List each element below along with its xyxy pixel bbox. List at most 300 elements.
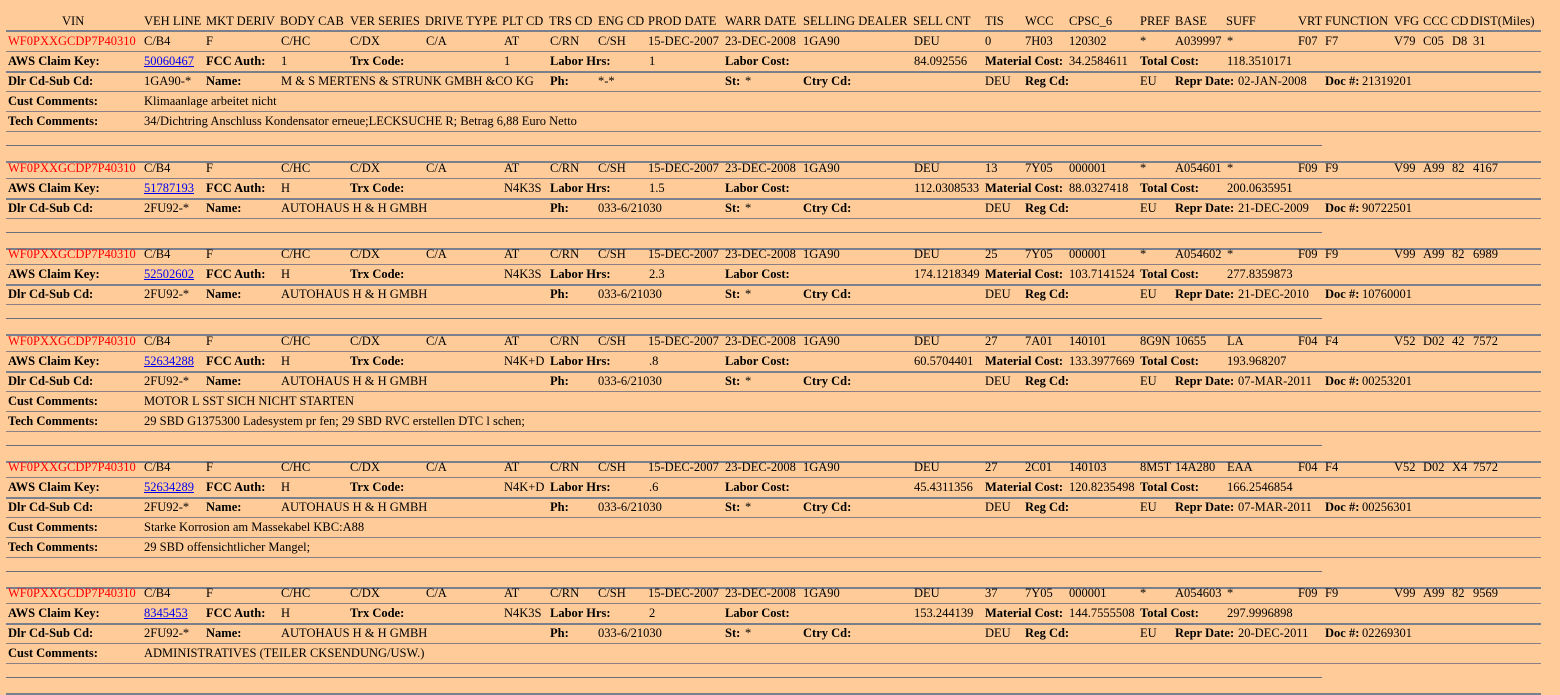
- state-value: *: [745, 74, 752, 88]
- fcc-auth-label: FCC Auth:: [206, 54, 266, 68]
- tech-comments-value: 34/Dichtring Anschluss Kondensator erneue;LECKSUCHE R; Betrag 6,88 Euro Netto: [144, 114, 577, 128]
- fcc-auth-label: FCC Auth:: [206, 354, 266, 368]
- dealer-row: [0, 623, 1560, 643]
- aws-claim-key-label: AWS Claim Key:: [8, 606, 100, 620]
- trx-code-value: N4K3S: [504, 267, 542, 281]
- trx-code-label: Trx Code:: [350, 606, 405, 620]
- ctry-cd-label: Ctry Cd:: [803, 74, 852, 88]
- dealer-name-value: AUTOHAUS H & H GMBH: [281, 626, 428, 640]
- aws-claim-key-link[interactable]: 52634289: [144, 480, 194, 494]
- ccc-cell: D02: [1423, 460, 1445, 474]
- cpsc-cell: 140101: [1069, 334, 1107, 348]
- reg-cd-label: Reg Cd:: [1025, 626, 1070, 640]
- country-value: DEU: [985, 74, 1011, 88]
- labor-hrs-value: 1: [649, 54, 656, 68]
- labor-hrs-label: Labor Hrs:: [550, 267, 611, 281]
- phone-value: 033-6/21030: [598, 374, 662, 388]
- trx-code-label: Trx Code:: [350, 54, 405, 68]
- selling-dealer-cell: 1GA90: [803, 161, 840, 175]
- dlr-cd-value: 2FU92-*: [144, 374, 190, 388]
- pref-cell: *: [1140, 34, 1147, 48]
- prod-date-cell: 15-DEC-2007: [648, 586, 719, 600]
- material-cost-label: Material Cost:: [985, 54, 1064, 68]
- aws-claim-key-label: AWS Claim Key:: [8, 54, 100, 68]
- reg-cd-label: Reg Cd:: [1025, 500, 1070, 514]
- column-header-cpsc-6: CPSC_6: [1069, 14, 1113, 28]
- total-cost-value: 297.9996898: [1227, 606, 1293, 620]
- mkt-deriv-cell: F: [206, 586, 213, 600]
- plt-cd-cell: AT: [504, 334, 520, 348]
- tech-comments-label: Tech Comments:: [8, 114, 99, 128]
- body-cab-cell: C/HC: [281, 247, 311, 261]
- row-divider: [6, 663, 1541, 664]
- phone-value: 033-6/21030: [598, 287, 662, 301]
- body-cab-cell: C/HC: [281, 161, 311, 175]
- country-value: DEU: [985, 287, 1011, 301]
- trx-code-value: 1: [504, 54, 511, 68]
- selling-dealer-cell: 1GA90: [803, 460, 840, 474]
- repr-date-value: 21-DEC-2009: [1238, 201, 1309, 215]
- repr-date-label: Repr Date:: [1175, 374, 1235, 388]
- ccc-cell: C05: [1423, 34, 1444, 48]
- labor-cost-value: 60.5704401: [914, 354, 974, 368]
- labor-cost-label: Labor Cost:: [725, 267, 790, 281]
- total-cost-value: 166.2546854: [1227, 480, 1293, 494]
- material-cost-label: Material Cost:: [985, 480, 1064, 494]
- doc-no-label: Doc #:: [1325, 374, 1360, 388]
- plt-cd-cell: AT: [504, 586, 520, 600]
- aws-claim-key-link[interactable]: 50060467: [144, 54, 194, 68]
- repr-date-value: 07-MAR-2011: [1238, 500, 1312, 514]
- row-divider: [6, 218, 1541, 219]
- base-cell: 14A280: [1175, 460, 1216, 474]
- tis-cell: 25: [985, 247, 998, 261]
- ccc-cell: D02: [1423, 334, 1445, 348]
- dlr-cd-label: Dlr Cd-Sub Cd:: [8, 500, 94, 514]
- aws-claim-key-link[interactable]: 51787193: [144, 181, 194, 195]
- dealer-name-value: M & S MERTENS & STRUNK GMBH &CO KG: [281, 74, 534, 88]
- country-value: DEU: [985, 626, 1011, 640]
- tech-comments-value: 29 SBD G1375300 Ladesystem pr fen; 29 SBD RVC erstellen DTC l schen;: [144, 414, 525, 428]
- trx-code-label: Trx Code:: [350, 480, 405, 494]
- aws-claim-key-label: AWS Claim Key:: [8, 267, 100, 281]
- vin-cell: WF0PXXGCDP7P40310: [8, 34, 136, 48]
- prod-date-cell: 15-DEC-2007: [648, 247, 719, 261]
- trs-cd-cell: C/RN: [550, 161, 580, 175]
- vin-cell: WF0PXXGCDP7P40310: [8, 334, 136, 348]
- fcc-auth-label: FCC Auth:: [206, 480, 266, 494]
- vrt-cell: F09: [1298, 247, 1318, 261]
- aws-claim-key-link[interactable]: 52634288: [144, 354, 194, 368]
- state-label: St:: [725, 500, 741, 514]
- total-cost-label: Total Cost:: [1140, 54, 1199, 68]
- suff-cell: *: [1227, 586, 1234, 600]
- dlr-cd-value: 2FU92-*: [144, 500, 190, 514]
- warr-date-cell: 23-DEC-2008: [725, 460, 796, 474]
- dlr-cd-label: Dlr Cd-Sub Cd:: [8, 74, 94, 88]
- pref-cell: 8M5T: [1140, 460, 1172, 474]
- ctry-cd-label: Ctry Cd:: [803, 626, 852, 640]
- function-cell: F7: [1325, 34, 1339, 48]
- function-cell: F9: [1325, 247, 1339, 261]
- claim-cost-row: [0, 351, 1560, 371]
- cust-comments-row: [0, 391, 1560, 411]
- labor-cost-value: 174.1218349: [914, 267, 980, 281]
- dealer-name-label: Name:: [206, 201, 242, 215]
- fcc-auth-value: H: [281, 606, 291, 620]
- column-header-prod-date: PROD DATE: [648, 14, 717, 28]
- cust-comments-label: Cust Comments:: [8, 520, 98, 534]
- mkt-deriv-cell: F: [206, 247, 213, 261]
- trs-cd-cell: C/RN: [550, 34, 580, 48]
- claim-main-row: [0, 31, 1560, 51]
- base-cell: A054603: [1175, 586, 1222, 600]
- repr-date-label: Repr Date:: [1175, 626, 1235, 640]
- column-header-eng-cd: ENG CD: [598, 14, 645, 28]
- labor-hrs-label: Labor Hrs:: [550, 354, 611, 368]
- prod-date-cell: 15-DEC-2007: [648, 161, 719, 175]
- phone-label: Ph:: [550, 287, 569, 301]
- fcc-auth-value: H: [281, 480, 291, 494]
- material-cost-label: Material Cost:: [985, 181, 1064, 195]
- labor-cost-label: Labor Cost:: [725, 54, 790, 68]
- vin-cell: WF0PXXGCDP7P40310: [8, 161, 136, 175]
- sell-cnt-cell: DEU: [914, 334, 940, 348]
- material-cost-value: 103.7141524: [1069, 267, 1135, 281]
- cd-cell: 82: [1452, 586, 1465, 600]
- aws-claim-key-label: AWS Claim Key:: [8, 354, 100, 368]
- dist-cell: 6989: [1473, 247, 1498, 261]
- material-cost-value: 120.8235498: [1069, 480, 1135, 494]
- row-divider: [6, 131, 1541, 132]
- labor-cost-label: Labor Cost:: [725, 181, 790, 195]
- body-cab-cell: C/HC: [281, 586, 311, 600]
- ver-series-cell: C/DX: [350, 34, 380, 48]
- repr-date-label: Repr Date:: [1175, 74, 1235, 88]
- dealer-name-value: AUTOHAUS H & H GMBH: [281, 201, 428, 215]
- cust-comments-value: ADMINISTRATIVES (TEILER CKSENDUNG/USW.): [144, 646, 425, 660]
- labor-cost-label: Labor Cost:: [725, 354, 790, 368]
- phone-value: 033-6/21030: [598, 500, 662, 514]
- dist-cell: 4167: [1473, 161, 1498, 175]
- labor-hrs-label: Labor Hrs:: [550, 181, 611, 195]
- tech-comments-value: 29 SBD offensichtlicher Mangel;: [144, 540, 311, 554]
- labor-cost-value: 153.244139: [914, 606, 974, 620]
- tis-cell: 27: [985, 334, 998, 348]
- labor-hrs-value: 1.5: [649, 181, 665, 195]
- doc-no-value: 90722501: [1362, 201, 1412, 215]
- selling-dealer-cell: 1GA90: [803, 334, 840, 348]
- claim-cost-row: [0, 264, 1560, 284]
- labor-hrs-value: 2: [649, 606, 656, 620]
- trs-cd-cell: C/RN: [550, 334, 580, 348]
- ver-series-cell: C/DX: [350, 460, 380, 474]
- tech-comments-label: Tech Comments:: [8, 540, 99, 554]
- suff-cell: EAA: [1227, 460, 1253, 474]
- dlr-cd-value: 2FU92-*: [144, 201, 190, 215]
- eng-cd-cell: C/SH: [598, 161, 626, 175]
- cust-comments-row: [0, 91, 1560, 111]
- tis-cell: 0: [985, 34, 992, 48]
- reg-cd-value: EU: [1140, 500, 1157, 514]
- state-value: *: [745, 374, 752, 388]
- trs-cd-cell: C/RN: [550, 247, 580, 261]
- tech-comments-label: Tech Comments:: [8, 414, 99, 428]
- trx-code-value: N4K+D: [504, 354, 545, 368]
- reg-cd-label: Reg Cd:: [1025, 201, 1070, 215]
- drive-type-cell: C/A: [426, 161, 447, 175]
- dlr-cd-label: Dlr Cd-Sub Cd:: [8, 626, 94, 640]
- suff-cell: *: [1227, 161, 1234, 175]
- mkt-deriv-cell: F: [206, 460, 213, 474]
- wcc-cell: 2C01: [1025, 460, 1053, 474]
- labor-hrs-label: Labor Hrs:: [550, 606, 611, 620]
- column-header-body-cab: BODY CAB: [280, 14, 344, 28]
- trx-code-label: Trx Code:: [350, 267, 405, 281]
- mkt-deriv-cell: F: [206, 334, 213, 348]
- dist-cell: 7572: [1473, 460, 1498, 474]
- dlr-cd-value: 2FU92-*: [144, 287, 190, 301]
- vfg-cell: V99: [1394, 161, 1416, 175]
- labor-cost-label: Labor Cost:: [725, 606, 790, 620]
- eng-cd-cell: C/SH: [598, 34, 626, 48]
- trs-cd-cell: C/RN: [550, 460, 580, 474]
- doc-no-value: 00256301: [1362, 500, 1412, 514]
- state-label: St:: [725, 201, 741, 215]
- trx-code-value: N4K+D: [504, 480, 545, 494]
- suff-cell: *: [1227, 247, 1234, 261]
- repr-date-label: Repr Date:: [1175, 201, 1235, 215]
- column-header-wcc: WCC: [1025, 14, 1054, 28]
- dealer-name-value: AUTOHAUS H & H GMBH: [281, 374, 428, 388]
- row-divider: [6, 304, 1541, 305]
- selling-dealer-cell: 1GA90: [803, 586, 840, 600]
- claim-main-row: [0, 331, 1560, 351]
- state-label: St:: [725, 626, 741, 640]
- body-cab-cell: C/HC: [281, 334, 311, 348]
- cust-comments-value: MOTOR L SST SICH NICHT STARTEN: [144, 394, 354, 408]
- column-header-vin: VIN: [62, 14, 85, 28]
- aws-claim-key-label: AWS Claim Key:: [8, 181, 100, 195]
- trx-code-label: Trx Code:: [350, 354, 405, 368]
- reg-cd-value: EU: [1140, 287, 1157, 301]
- row-divider: [6, 431, 1541, 432]
- material-cost-value: 34.2584611: [1069, 54, 1128, 68]
- drive-type-cell: C/A: [426, 247, 447, 261]
- warr-date-cell: 23-DEC-2008: [725, 34, 796, 48]
- claim-cost-row: [0, 178, 1560, 198]
- plt-cd-cell: AT: [504, 161, 520, 175]
- tech-comments-row: [0, 411, 1560, 431]
- veh-line-cell: C/B4: [144, 460, 171, 474]
- dlr-cd-label: Dlr Cd-Sub Cd:: [8, 374, 94, 388]
- eng-cd-cell: C/SH: [598, 247, 626, 261]
- plt-cd-cell: AT: [504, 247, 520, 261]
- column-header-warr-date: WARR DATE: [725, 14, 797, 28]
- record-separator: [6, 145, 1322, 146]
- dlr-cd-label: Dlr Cd-Sub Cd:: [8, 201, 94, 215]
- material-cost-value: 88.0327418: [1069, 181, 1129, 195]
- dealer-name-label: Name:: [206, 287, 242, 301]
- material-cost-label: Material Cost:: [985, 354, 1064, 368]
- record-separator: [6, 318, 1322, 319]
- labor-cost-value: 45.4311356: [914, 480, 973, 494]
- claim-main-row: [0, 158, 1560, 178]
- body-cab-cell: C/HC: [281, 34, 311, 48]
- fcc-auth-label: FCC Auth:: [206, 606, 266, 620]
- fcc-auth-value: H: [281, 267, 291, 281]
- phone-value: 033-6/21030: [598, 201, 662, 215]
- trx-code-label: Trx Code:: [350, 181, 405, 195]
- cust-comments-label: Cust Comments:: [8, 646, 98, 660]
- column-header-dist-miles-: DIST(Miles): [1470, 14, 1535, 28]
- claim-main-row: [0, 244, 1560, 264]
- column-header-vrt: VRT: [1298, 14, 1323, 28]
- dealer-row: [0, 71, 1560, 91]
- eng-cd-cell: C/SH: [598, 334, 626, 348]
- material-cost-value: 144.7555508: [1069, 606, 1135, 620]
- repr-date-value: 21-DEC-2010: [1238, 287, 1309, 301]
- dealer-name-value: AUTOHAUS H & H GMBH: [281, 500, 428, 514]
- labor-hrs-label: Labor Hrs:: [550, 480, 611, 494]
- aws-claim-key-label: AWS Claim Key:: [8, 480, 100, 494]
- pref-cell: 8G9N: [1140, 334, 1171, 348]
- cpsc-cell: 000001: [1069, 586, 1107, 600]
- cd-cell: D8: [1452, 34, 1468, 48]
- wcc-cell: 7Y05: [1025, 586, 1053, 600]
- cpsc-cell: 000001: [1069, 247, 1107, 261]
- suff-cell: LA: [1227, 334, 1244, 348]
- record-separator: [6, 232, 1322, 233]
- vfg-cell: V99: [1394, 247, 1416, 261]
- vrt-cell: F07: [1298, 34, 1318, 48]
- repr-date-label: Repr Date:: [1175, 500, 1235, 514]
- prod-date-cell: 15-DEC-2007: [648, 460, 719, 474]
- trx-code-value: N4K3S: [504, 606, 542, 620]
- labor-cost-value: 84.092556: [914, 54, 968, 68]
- column-header-suff: SUFF: [1226, 14, 1256, 28]
- function-cell: F4: [1325, 460, 1339, 474]
- dealer-name-label: Name:: [206, 374, 242, 388]
- claim-main-row: [0, 457, 1560, 477]
- state-value: *: [745, 201, 752, 215]
- total-cost-value: 118.3510171: [1227, 54, 1293, 68]
- total-cost-label: Total Cost:: [1140, 606, 1199, 620]
- record-separator: [6, 445, 1322, 446]
- warr-date-cell: 23-DEC-2008: [725, 586, 796, 600]
- dist-cell: 31: [1473, 34, 1486, 48]
- wcc-cell: 7Y05: [1025, 161, 1053, 175]
- cd-cell: X4: [1452, 460, 1468, 474]
- sell-cnt-cell: DEU: [914, 586, 940, 600]
- fcc-auth-value: H: [281, 181, 291, 195]
- function-cell: F9: [1325, 586, 1339, 600]
- trx-code-value: N4K3S: [504, 181, 542, 195]
- claim-cost-row: [0, 603, 1560, 623]
- column-header-cd: CD: [1451, 14, 1469, 28]
- cust-comments-row: [0, 517, 1560, 537]
- aws-claim-key-link[interactable]: 52502602: [144, 267, 194, 281]
- selling-dealer-cell: 1GA90: [803, 247, 840, 261]
- column-header-veh-line: VEH LINE: [144, 14, 202, 28]
- veh-line-cell: C/B4: [144, 247, 171, 261]
- repr-date-value: 07-MAR-2011: [1238, 374, 1312, 388]
- vin-cell: WF0PXXGCDP7P40310: [8, 460, 136, 474]
- column-header-base: BASE: [1175, 14, 1207, 28]
- state-value: *: [745, 500, 752, 514]
- material-cost-value: 133.3977669: [1069, 354, 1135, 368]
- phone-label: Ph:: [550, 626, 569, 640]
- sell-cnt-cell: DEU: [914, 161, 940, 175]
- function-cell: F9: [1325, 161, 1339, 175]
- vfg-cell: V52: [1394, 334, 1416, 348]
- phone-label: Ph:: [550, 374, 569, 388]
- fcc-auth-label: FCC Auth:: [206, 181, 266, 195]
- ctry-cd-label: Ctry Cd:: [803, 201, 852, 215]
- veh-line-cell: C/B4: [144, 34, 171, 48]
- cpsc-cell: 120302: [1069, 34, 1107, 48]
- sell-cnt-cell: DEU: [914, 460, 940, 474]
- cpsc-cell: 000001: [1069, 161, 1107, 175]
- fcc-auth-value: H: [281, 354, 291, 368]
- sell-cnt-cell: DEU: [914, 247, 940, 261]
- state-value: *: [745, 626, 752, 640]
- dealer-name-label: Name:: [206, 626, 242, 640]
- state-label: St:: [725, 74, 741, 88]
- phone-label: Ph:: [550, 201, 569, 215]
- drive-type-cell: C/A: [426, 460, 447, 474]
- column-header-function: FUNCTION: [1325, 14, 1389, 28]
- veh-line-cell: C/B4: [144, 334, 171, 348]
- cd-cell: 42: [1452, 334, 1465, 348]
- reg-cd-value: EU: [1140, 74, 1157, 88]
- column-header-trs-cd: TRS CD: [549, 14, 593, 28]
- wcc-cell: 7A01: [1025, 334, 1053, 348]
- doc-no-label: Doc #:: [1325, 201, 1360, 215]
- dlr-cd-value: 1GA90-*: [144, 74, 192, 88]
- record-separator: [6, 571, 1322, 572]
- pref-cell: *: [1140, 586, 1147, 600]
- country-value: DEU: [985, 201, 1011, 215]
- doc-no-label: Doc #:: [1325, 287, 1360, 301]
- cust-comments-value: Klimaanlage arbeitet nicht: [144, 94, 277, 108]
- total-cost-value: 277.8359873: [1227, 267, 1293, 281]
- ccc-cell: A99: [1423, 247, 1445, 261]
- column-header-mkt-deriv: MKT DERIV: [206, 14, 275, 28]
- state-value: *: [745, 287, 752, 301]
- drive-type-cell: C/A: [426, 34, 447, 48]
- ccc-cell: A99: [1423, 586, 1445, 600]
- doc-no-value: 21319201: [1362, 74, 1412, 88]
- suff-cell: *: [1227, 34, 1234, 48]
- cust-comments-row: [0, 643, 1560, 663]
- trs-cd-cell: C/RN: [550, 586, 580, 600]
- ccc-cell: A99: [1423, 161, 1445, 175]
- dist-cell: 9569: [1473, 586, 1498, 600]
- total-cost-label: Total Cost:: [1140, 480, 1199, 494]
- labor-cost-label: Labor Cost:: [725, 480, 790, 494]
- veh-line-cell: C/B4: [144, 586, 171, 600]
- function-cell: F4: [1325, 334, 1339, 348]
- dealer-name-value: AUTOHAUS H & H GMBH: [281, 287, 428, 301]
- record-separator: [6, 677, 1322, 678]
- total-cost-label: Total Cost:: [1140, 181, 1199, 195]
- doc-no-label: Doc #:: [1325, 500, 1360, 514]
- drive-type-cell: C/A: [426, 334, 447, 348]
- aws-claim-key-link[interactable]: 8345453: [144, 606, 188, 620]
- doc-no-label: Doc #:: [1325, 74, 1360, 88]
- base-cell: 10655: [1175, 334, 1207, 348]
